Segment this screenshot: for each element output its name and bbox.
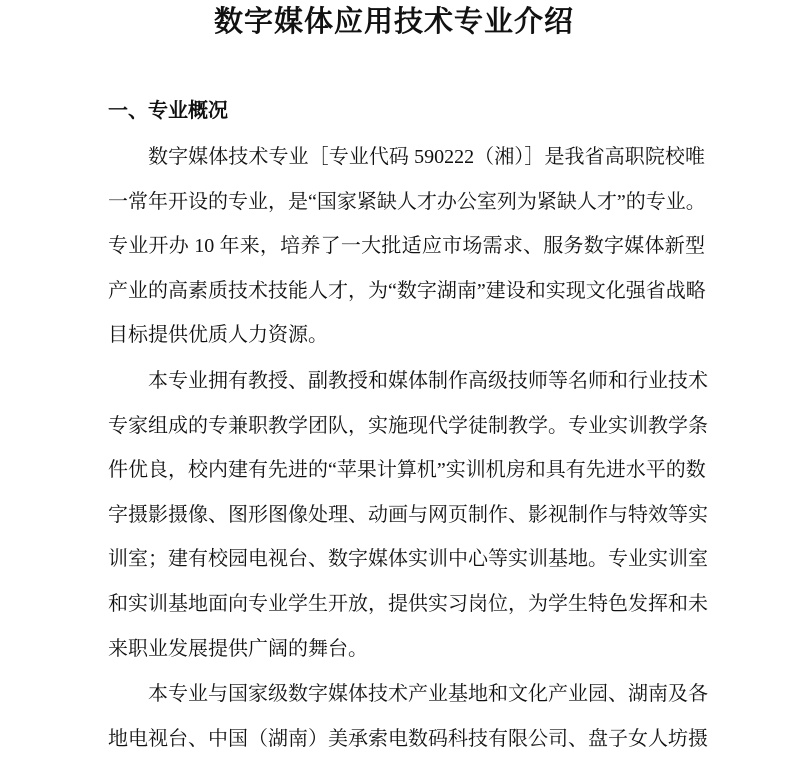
text-line: 专业开办 10 年来，培养了一大批适应市场需求、服务数字媒体新型 (108, 235, 705, 258)
text-line: 和实训基地面向专业学生开放，提供实习岗位，为学生特色发挥和未 (108, 592, 708, 615)
text-line: 专家组成的专兼职教学团队，实施现代学徒制教学。专业实训教学条 (108, 414, 708, 437)
text-line: 目标提供优质人力资源。 (108, 324, 328, 347)
text-line: 字摄影摄像、图形图像处理、动画与网页制作、影视制作与特效等实 (108, 503, 708, 526)
paragraph-3 (108, 672, 708, 761)
text-line: 数字媒体技术专业［专业代码 590222（湘）］是我省高职院校唯 (148, 146, 705, 168)
text-line: 本专业拥有教授、副教授和媒体制作高级技师等名师和行业技术 (148, 370, 708, 392)
paragraph-1 (108, 135, 705, 358)
text-line: 件优良，校内建有先进的“苹果计算机”实训机房和具有先进水平的数 (108, 459, 706, 482)
text-line: 产业的高素质技术技能人才，为“数字湖南”建设和实现文化强省战略 (108, 279, 706, 302)
text-line: 地电视台、中国（湖南）美承索电数码科技有限公司、盘子女人坊摄 (108, 727, 708, 750)
text-line: 训室；建有校园电视台、数字媒体实训中心等实训基地。专业实训室 (108, 548, 708, 571)
text-line: 来职业发展提供广阔的舞台。 (108, 637, 368, 660)
section-heading: 一、专业概况 (108, 100, 228, 122)
text-line: 一常年开设的专业，是“国家紧缺人才办公室列为紧缺人才”的专业。 (108, 190, 706, 213)
paragraph-2 (108, 359, 708, 671)
document-title: 数字媒体应用技术专业介绍 (213, 6, 574, 38)
text-line: 本专业与国家级数字媒体技术产业基地和文化产业园、湖南及各 (148, 683, 708, 705)
